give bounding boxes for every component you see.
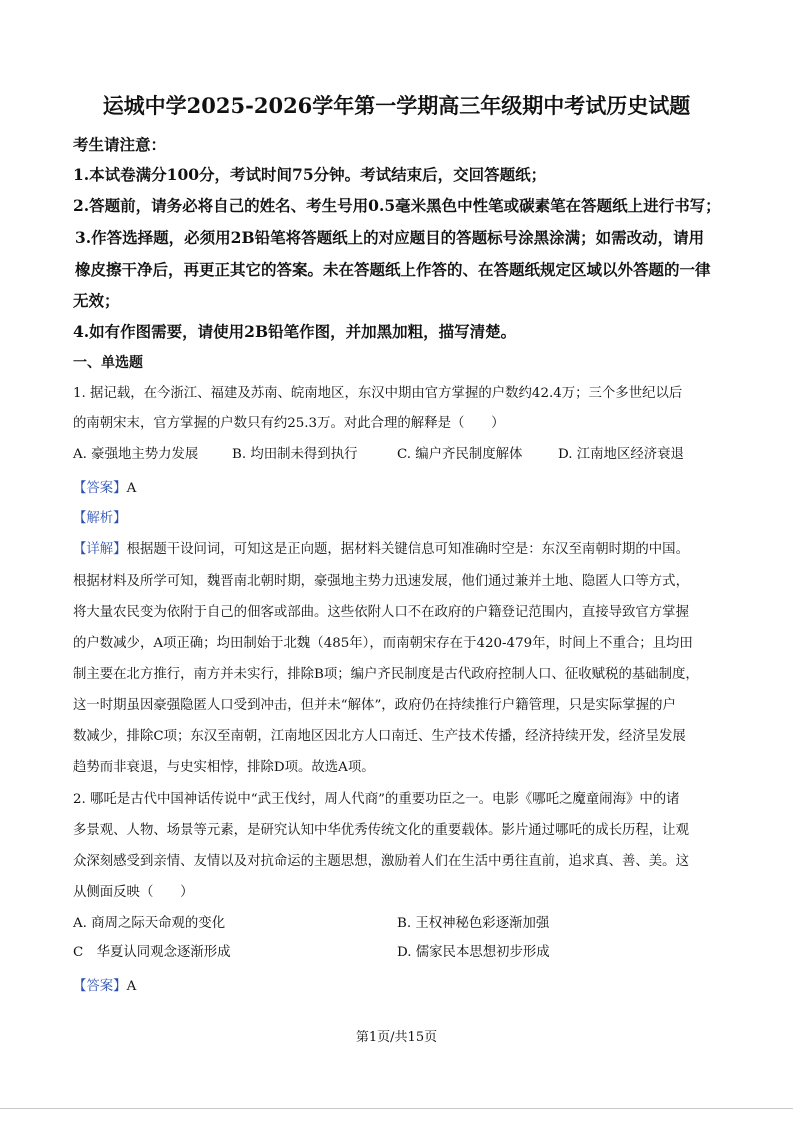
answer-value: A	[126, 979, 137, 994]
notice-item-2: 2.答题前，请务必将自己的姓名、考生号用0.5毫米黑色中性笔或碳素笔在答题纸上进行书写；	[73, 196, 721, 215]
detail-text: 根据题干设问词，可知这是正向题，据材料关键信息可知准确时空是：东汉至南朝时期的中国。	[126, 542, 689, 557]
q1-detail-line-3: 将大量农民变为依附于自己的佃客或部曲。这些依附人口不在政府的户籍登记范围内，直接导致官方掌握	[73, 605, 689, 620]
q1-detail-line-5: 制主要在北方推行，南方并未实行，排除B项；编户齐民制度是古代政府控制人口、征收赋税的基础制度，	[73, 667, 699, 682]
q2-stem-line-2: 多景观、人物、场景等元素，是研究认知中华优秀传统文化的重要载体。影片通过哪吒的成长历程，让观	[73, 823, 689, 838]
q1-detail-line-7: 数减少，排除C项；东汉至南朝，江南地区因北方人口南迁、生产技术传播，经济持续开发，经济呈发展	[73, 729, 686, 744]
page-title: 运城中学2025-2026学年第一学期高三年级期中考试历史试题	[102, 93, 691, 118]
notice-item-3-end: 无效；	[73, 291, 120, 310]
q1-option-d: D. 江南地区经济衰退	[558, 447, 684, 462]
q1-answer	[73, 482, 136, 495]
section-heading: 一、单选题	[73, 355, 143, 371]
q1-detail-line-4: 的户数减少，A项正确；均田制始于北魏（485年），而南朝宋存在于420-479年，时间上不重合；且均田	[73, 636, 693, 651]
detail-tag: 【详解】	[73, 542, 127, 557]
q1-stem-line-1: 1. 据记载，在今浙江、福建及苏南、皖南地区，东汉中期由官方掌握的户数约42.4万；三个多世纪以后	[73, 386, 683, 401]
q1-detail-line-1	[73, 543, 689, 556]
q1-detail-line-6: 这一时期虽因豪强隐匿人口受到冲击，但并未“解体”，政府仍在持续推行户籍管理，只是实际掌握的户	[73, 698, 676, 713]
notice-heading: 考生请注意：	[73, 135, 167, 154]
q2-option-c: C 华夏认同观念逐渐形成	[73, 945, 231, 960]
q2-stem-line-1: 2. 哪吒是古代中国神话传说中“武王伐纣，周人代商”的重要功臣之一。电影《哪吒之魔童闹海》中的诸	[73, 792, 680, 807]
q1-option-a: A. 豪强地主势力发展	[73, 447, 199, 462]
q2-stem-line-4: 从侧面反映（ ）	[73, 885, 194, 900]
q2-option-b: B. 王权神秘色彩逐渐加强	[397, 916, 550, 931]
q1-option-b: B. 均田制未得到执行	[232, 447, 358, 462]
q1-detail-line-8: 趋势而非衰退，与史实相悖，排除D项。故选A项。	[73, 760, 375, 775]
page-footer: 第1页/共15页	[355, 1030, 438, 1045]
notice-item-4: 4.如有作图需要，请使用2B铅笔作图，并加黑加粗，描写清楚。	[73, 322, 517, 341]
answer-value: A	[126, 481, 137, 496]
bottom-divider	[0, 1108, 793, 1109]
q1-detail-line-2: 根据材料及所学可知，魏晋南北朝时期，豪强地主势力迅速发展，他们通过兼并土地、隐匿人口等方式，	[73, 574, 689, 589]
notice-item-3: 3.作答选择题，必须用2B铅笔将答题纸上的对应题目的答题标号涂黑涂满；如需改动，请用	[75, 228, 705, 247]
q2-option-a: A. 商周之际天命观的变化	[73, 916, 226, 931]
answer-tag: 【答案】	[73, 979, 127, 994]
analysis-tag: 【解析】	[73, 511, 127, 526]
notice-item-3-cont: 橡皮擦干净后，再更正其它的答案。未在答题纸上作答的、在答题纸规定区域以外答题的一律	[75, 260, 711, 279]
q2-stem-line-3: 众深刻感受到亲情、友情以及对抗命运的主题思想，激励着人们在生活中勇往直前，追求真、善、美。这	[73, 854, 689, 869]
answer-tag: 【答案】	[73, 481, 127, 496]
q2-answer	[73, 980, 136, 993]
q1-option-c: C. 编户齐民制度解体	[397, 447, 523, 462]
notice-item-1: 1.本试卷满分100分，考试时间75分钟。考试结束后，交回答题纸；	[73, 165, 547, 184]
q2-option-d: D. 儒家民本思想初步形成	[397, 945, 550, 960]
q1-stem-line-2: 的南朝宋末，官方掌握的户数只有约25.3万。对此合理的解释是（ ）	[73, 416, 505, 431]
